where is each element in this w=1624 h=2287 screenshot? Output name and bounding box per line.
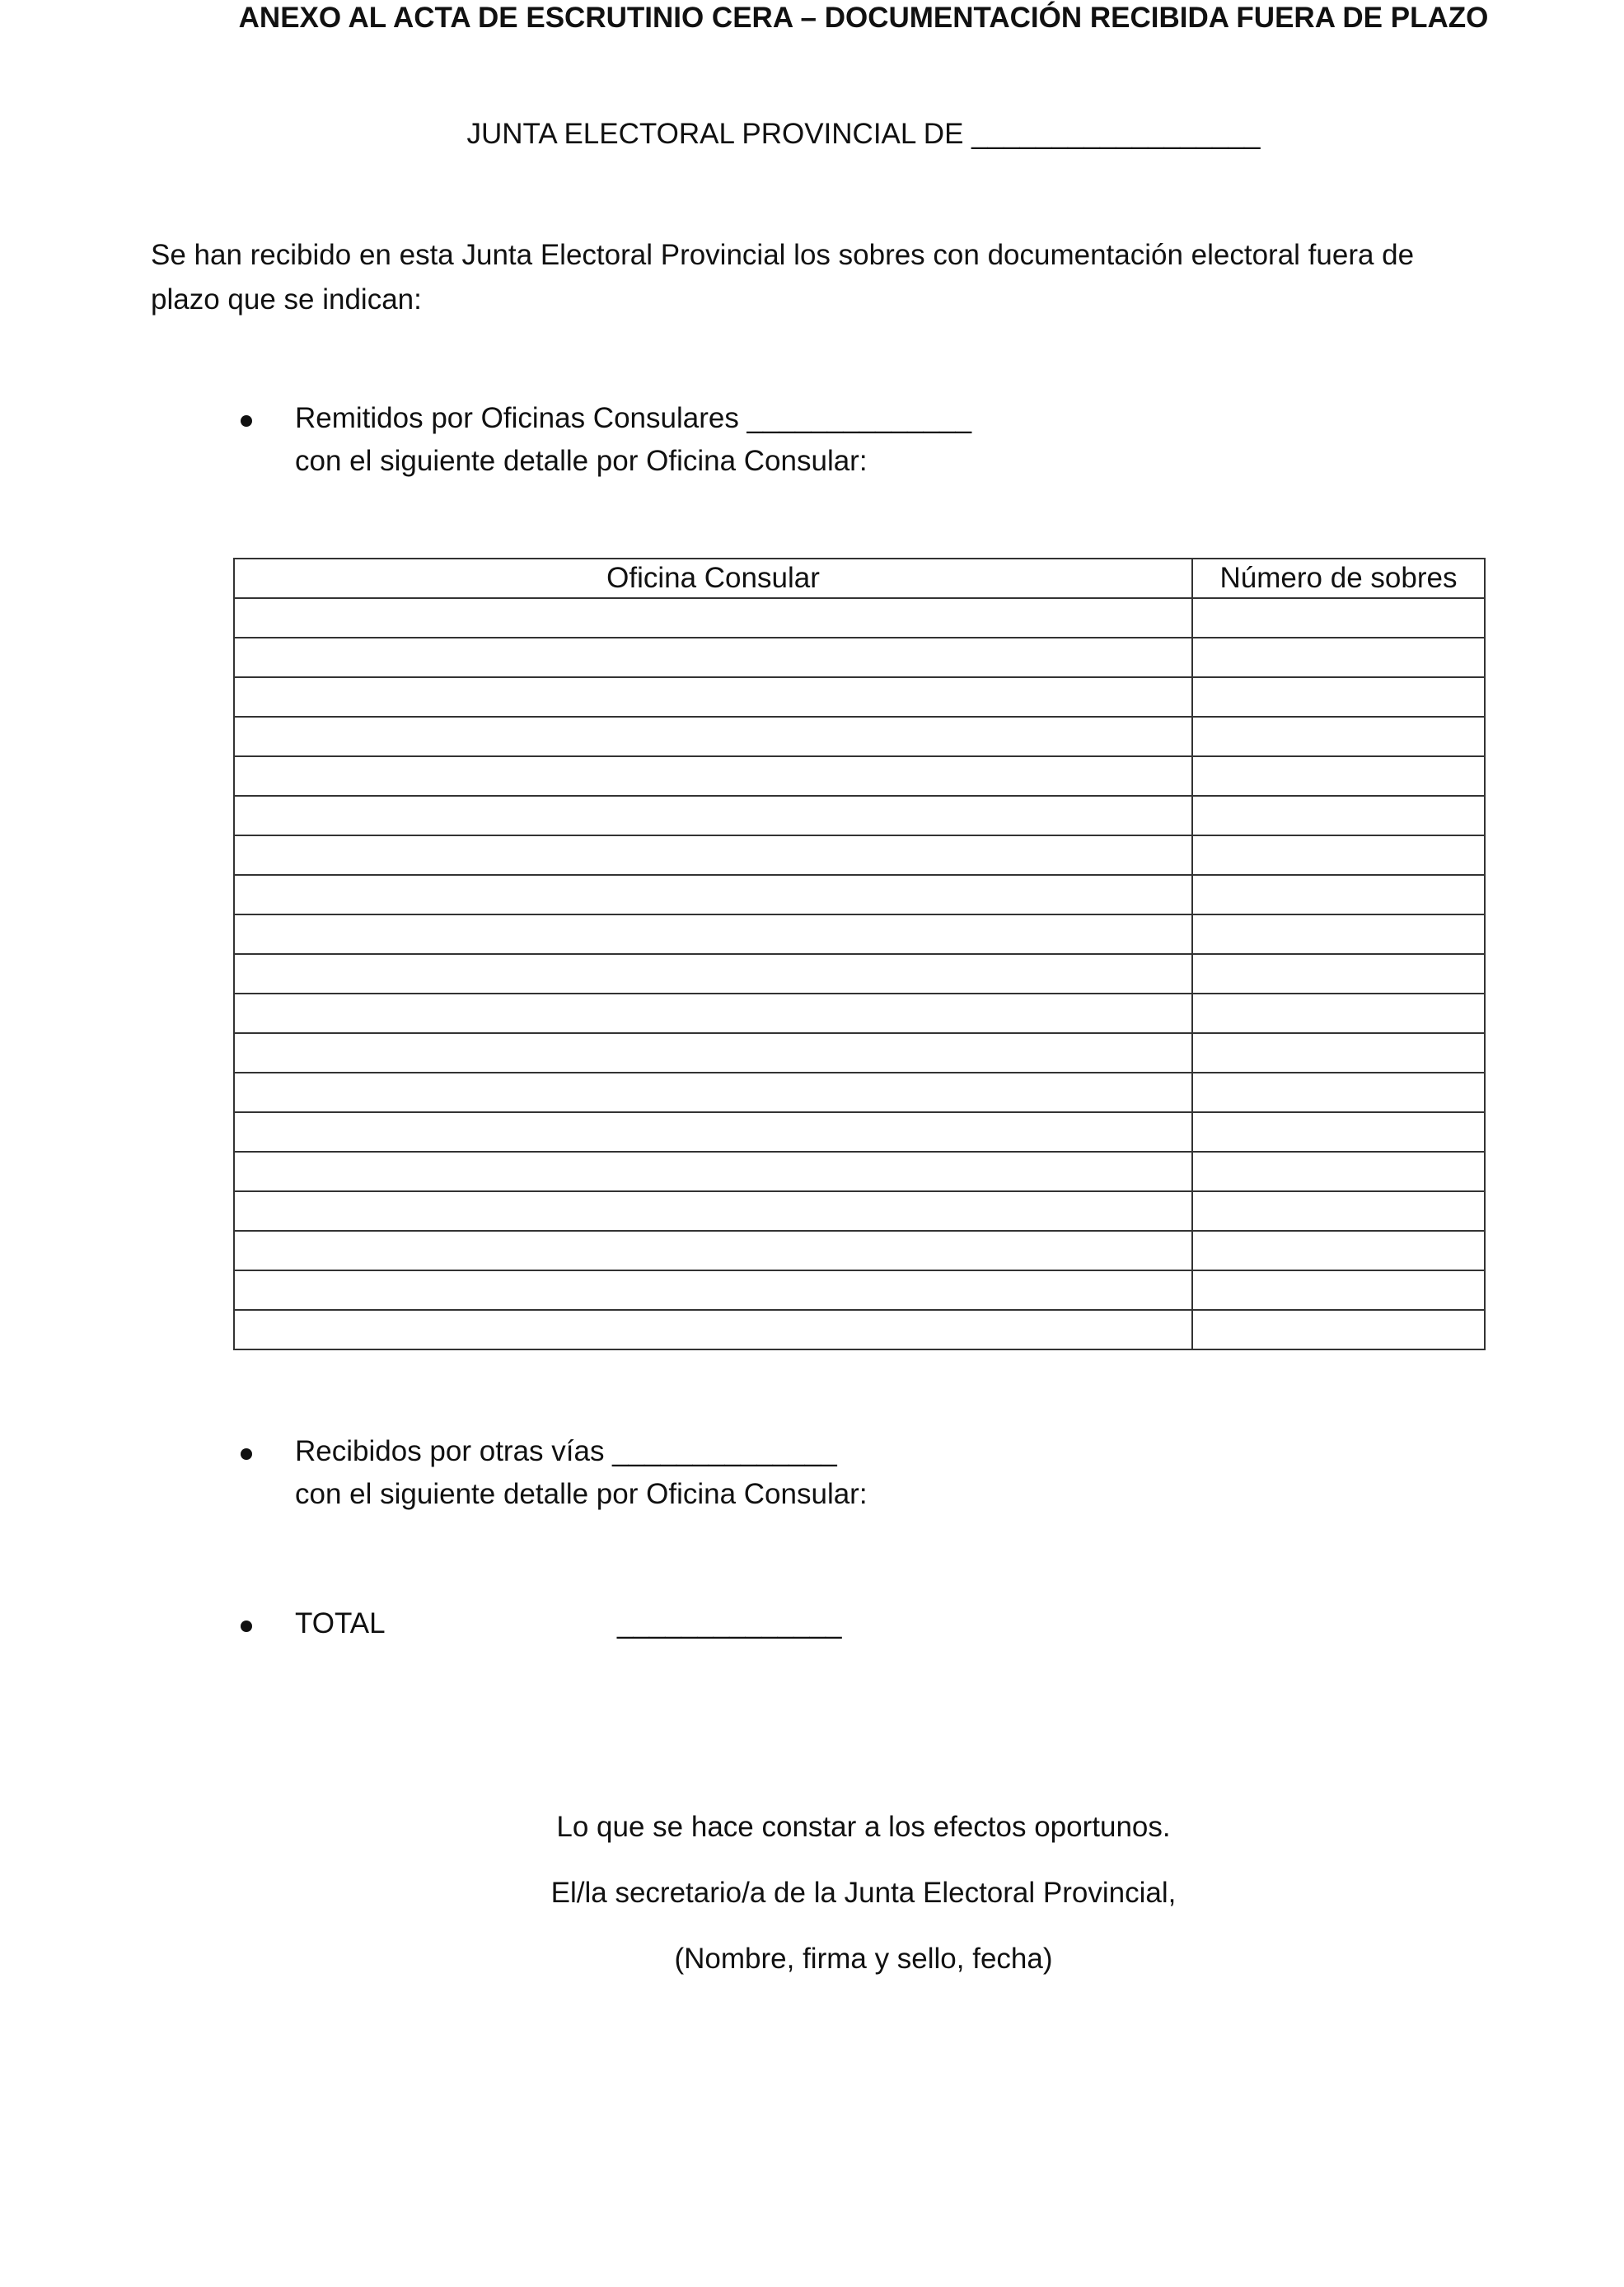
cell-oficina-consular xyxy=(234,796,1192,835)
total-blank: ______________ xyxy=(617,1607,842,1639)
table-row xyxy=(234,1033,1485,1073)
cell-oficina-consular xyxy=(234,1270,1192,1310)
table-row xyxy=(234,796,1485,835)
cell-oficina-consular xyxy=(234,1191,1192,1231)
header-oficina-consular: Oficina Consular xyxy=(234,559,1192,598)
table-header-row xyxy=(234,559,1485,598)
cell-numero-de-sobres xyxy=(1192,1073,1485,1112)
cell-oficina-consular xyxy=(234,1310,1192,1349)
table-body xyxy=(234,598,1485,1349)
cell-oficina-consular xyxy=(234,954,1192,994)
table-row xyxy=(234,756,1485,796)
cell-numero-de-sobres xyxy=(1192,1191,1485,1231)
table-row xyxy=(234,1191,1485,1231)
table-row xyxy=(234,914,1485,954)
cell-numero-de-sobres xyxy=(1192,598,1485,638)
closing-statement: Lo que se hace constar a los efectos oportunos. xyxy=(556,1811,1171,1843)
cell-oficina-consular xyxy=(234,1152,1192,1191)
table-row xyxy=(234,835,1485,875)
table-row xyxy=(234,1231,1485,1270)
intro-paragraph: Se han recibido en esta Junta Electoral Provincial los sobres con documentación electoral fuera de plazo que se indican: xyxy=(151,239,1415,316)
cell-numero-de-sobres xyxy=(1192,835,1485,875)
bullet-icon xyxy=(241,1448,252,1460)
table-row xyxy=(234,1073,1485,1112)
cell-oficina-consular xyxy=(234,914,1192,954)
table-row xyxy=(234,717,1485,756)
table-row xyxy=(234,1112,1485,1152)
cell-numero-de-sobres xyxy=(1192,638,1485,677)
cell-oficina-consular xyxy=(234,756,1192,796)
cell-numero-de-sobres xyxy=(1192,1310,1485,1349)
bullet-icon xyxy=(241,1621,252,1632)
table-row xyxy=(234,954,1485,994)
table-row xyxy=(234,638,1485,677)
bullet-otras-vias-line2: con el siguiente detalle por Oficina Consular: xyxy=(295,1478,868,1510)
cell-numero-de-sobres xyxy=(1192,1033,1485,1073)
table-row xyxy=(234,875,1485,914)
document-title: ANEXO AL ACTA DE ESCRUTINIO CERA – DOCUMENTACIÓN RECIBIDA FUERA DE PLAZO xyxy=(238,2,1489,34)
cell-numero-de-sobres xyxy=(1192,1231,1485,1270)
province-line: JUNTA ELECTORAL PROVINCIAL DE __________________ xyxy=(466,118,1261,150)
cell-numero-de-sobres xyxy=(1192,1152,1485,1191)
table-row xyxy=(234,1152,1485,1191)
bullet-consulares-line1: Remitidos por Oficinas Consulares ______________ xyxy=(295,402,972,434)
cell-numero-de-sobres xyxy=(1192,677,1485,717)
cell-oficina-consular xyxy=(234,835,1192,875)
cell-numero-de-sobres xyxy=(1192,914,1485,954)
table-row xyxy=(234,677,1485,717)
cell-oficina-consular xyxy=(234,1231,1192,1270)
bullet-icon xyxy=(241,415,252,427)
cell-oficina-consular xyxy=(234,677,1192,717)
consular-offices-table xyxy=(233,558,1486,1350)
cell-numero-de-sobres xyxy=(1192,717,1485,756)
table-row xyxy=(234,1270,1485,1310)
header-numero-de-sobres: Número de sobres xyxy=(1192,559,1485,598)
cell-oficina-consular xyxy=(234,994,1192,1033)
cell-oficina-consular xyxy=(234,717,1192,756)
cell-numero-de-sobres xyxy=(1192,954,1485,994)
total-label: TOTAL xyxy=(295,1607,386,1639)
cell-numero-de-sobres xyxy=(1192,1270,1485,1310)
table-row xyxy=(234,994,1485,1033)
cell-numero-de-sobres xyxy=(1192,1112,1485,1152)
bullet-consulares-line2: con el siguiente detalle por Oficina Consular: xyxy=(295,445,868,477)
cell-numero-de-sobres xyxy=(1192,756,1485,796)
table-row xyxy=(234,598,1485,638)
table-row xyxy=(234,1310,1485,1349)
cell-oficina-consular xyxy=(234,1112,1192,1152)
cell-oficina-consular xyxy=(234,638,1192,677)
cell-oficina-consular xyxy=(234,598,1192,638)
cell-numero-de-sobres xyxy=(1192,994,1485,1033)
closing-secretary: El/la secretario/a de la Junta Electoral Provincial, xyxy=(550,1877,1177,1909)
cell-numero-de-sobres xyxy=(1192,796,1485,835)
cell-numero-de-sobres xyxy=(1192,875,1485,914)
cell-oficina-consular xyxy=(234,875,1192,914)
cell-oficina-consular xyxy=(234,1033,1192,1073)
bullet-otras-vias-line1: Recibidos por otras vías ______________ xyxy=(295,1435,837,1467)
cell-oficina-consular xyxy=(234,1073,1192,1112)
closing-signature-note: (Nombre, firma y sello, fecha) xyxy=(674,1943,1053,1975)
